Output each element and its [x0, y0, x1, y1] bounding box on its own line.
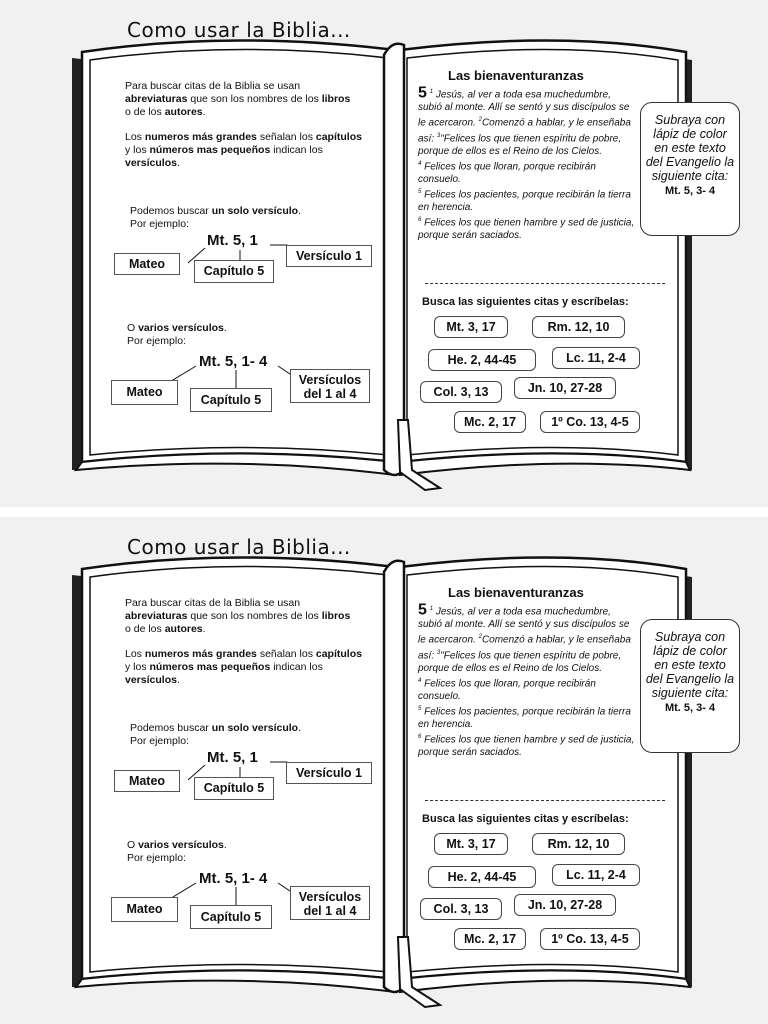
multi-book-box: Mateo — [111, 897, 178, 922]
single-verse-reference: Mt. 5, 1 — [207, 232, 258, 249]
multi-verse-caption: O varios versículos. Por ejemplo: — [127, 322, 227, 347]
citation-box: He. 2, 44-45 — [428, 866, 536, 888]
citation-box: He. 2, 44-45 — [428, 349, 536, 371]
numbers-paragraph: Los numeros más grandes señalan los capítulos y los números mas pequeños indican los versículos. — [125, 648, 362, 686]
multi-chapter-box: Capítulo 5 — [190, 905, 272, 929]
citation-box: Rm. 12, 10 — [532, 833, 625, 855]
multi-verses-box: Versículos del 1 al 4 — [290, 886, 370, 920]
citation-box: Col. 3, 13 — [420, 898, 502, 920]
beatitudes-heading: Las bienaventuranzas — [448, 68, 584, 83]
single-verse-caption: Podemos buscar un solo versículo. Por ejemplo: — [130, 205, 301, 230]
citation-box: 1º Co. 13, 4-5 — [540, 411, 640, 433]
citation-box: Mt. 3, 17 — [434, 316, 508, 338]
multi-verse-reference: Mt. 5, 1- 4 — [199, 870, 268, 887]
multi-verse-caption: O varios versículos. Por ejemplo: — [127, 839, 227, 864]
single-book-box: Mateo — [114, 253, 180, 275]
citation-box: Lc. 11, 2-4 — [552, 347, 640, 369]
single-verse-box: Versículo 1 — [286, 762, 372, 784]
find-citations-heading: Busca las siguientes citas y escríbelas: — [422, 296, 629, 308]
beatitudes-text: 5 $^1$ Jesús, al ver a toda esa muchedumbre, subió al monte. Allí se sentó y sus discípulos se le acercaron. $^2$Comenzó a hablar, y le enseñaba así: $^3$"Felices los que tienen espíritu de pobre, porque de ellos es el Reino de los Cielos. $^4$ Felices los que lloran, porque recibirán consuelo. $^5$ Felices los pacientes, porque recibirán la tierra en herencia. $^6$ Felices los que tienen hambre y sed de justicia, porque serán saciados. — [418, 84, 635, 242]
intro-paragraph: Para buscar citas de la Biblia se usan abreviaturas que son los nombres de los libros o de los autores. — [125, 597, 351, 635]
page-title: Como usar la Biblia... — [127, 535, 351, 559]
beatitudes-text: 5 $^1$ Jesús, al ver a toda esa muchedumbre, subió al monte. Allí se sentó y sus discípulos se le acercaron. $^2$Comenzó a hablar, y le enseñaba así: $^3$"Felices los que tienen espíritu de pobre, porque de ellos es el Reino de los Cielos. $^4$ Felices los que lloran, porque recibirán consuelo. $^5$ Felices los pacientes, porque recibirán la tierra en herencia. $^6$ Felices los que tienen hambre y sed de justicia, porque serán saciados. — [418, 601, 635, 759]
citation-box: Col. 3, 13 — [420, 381, 502, 403]
single-book-box: Mateo — [114, 770, 180, 792]
multi-verse-reference: Mt. 5, 1- 4 — [199, 353, 268, 370]
citation-box: Jn. 10, 27-28 — [514, 377, 616, 399]
page-title: Como usar la Biblia... — [127, 18, 351, 42]
panel-bottom — [0, 517, 768, 1024]
panel-top — [0, 0, 768, 507]
citation-box: Mc. 2, 17 — [454, 411, 526, 433]
single-chapter-box: Capítulo 5 — [194, 260, 274, 283]
dashed-divider — [425, 800, 665, 801]
citation-box: Rm. 12, 10 — [532, 316, 625, 338]
beatitudes-heading: Las bienaventuranzas — [448, 585, 584, 600]
underline-instruction-note: Subraya con lápiz de color en este texto del Evangelio la siguiente cita: Mt. 5, 3- 4 — [640, 619, 740, 753]
citation-box: Mc. 2, 17 — [454, 928, 526, 950]
dashed-divider — [425, 283, 665, 284]
citation-box: Mt. 3, 17 — [434, 833, 508, 855]
single-chapter-box: Capítulo 5 — [194, 777, 274, 800]
single-verse-reference: Mt. 5, 1 — [207, 749, 258, 766]
citation-box: Jn. 10, 27-28 — [514, 894, 616, 916]
intro-paragraph: Para buscar citas de la Biblia se usan abreviaturas que son los nombres de los libros o de los autores. — [125, 80, 351, 118]
multi-verses-box: Versículos del 1 al 4 — [290, 369, 370, 403]
underline-instruction-note: Subraya con lápiz de color en este texto del Evangelio la siguiente cita: Mt. 5, 3- 4 — [640, 102, 740, 236]
multi-book-box: Mateo — [111, 380, 178, 405]
find-citations-heading: Busca las siguientes citas y escríbelas: — [422, 813, 629, 825]
single-verse-box: Versículo 1 — [286, 245, 372, 267]
single-verse-caption: Podemos buscar un solo versículo. Por ejemplo: — [130, 722, 301, 747]
multi-chapter-box: Capítulo 5 — [190, 388, 272, 412]
citation-box: 1º Co. 13, 4-5 — [540, 928, 640, 950]
numbers-paragraph: Los numeros más grandes señalan los capítulos y los números mas pequeños indican los versículos. — [125, 131, 362, 169]
citation-box: Lc. 11, 2-4 — [552, 864, 640, 886]
